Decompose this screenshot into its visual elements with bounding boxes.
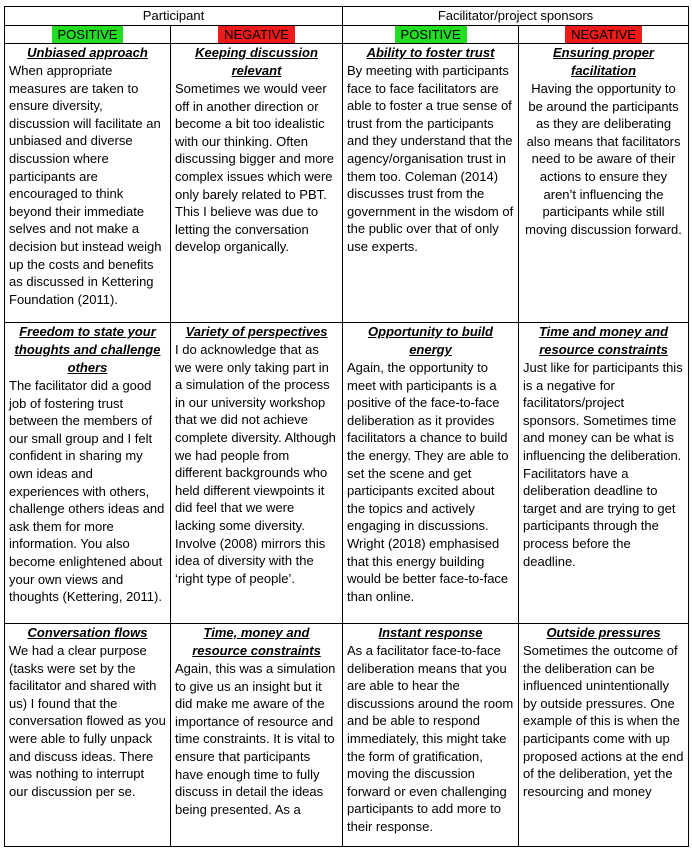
cell-heading: Freedom to state your thoughts and challenge others	[14, 324, 161, 375]
participant-positive-cell	[5, 323, 171, 624]
cell-text: Having the opportunity to be around the participants as they are deliberating also means that facilitators need to be aware of their actions to ensure they aren’t influencing the participants while still moving discussion forward.	[525, 81, 682, 237]
cell-text: As a facilitator face-to-face deliberation means that you are able to hear the discussions around the room and be able to respond immediately, this might take the form of gratification, moving the discussion forward or even challenging participants to add more to their response.	[347, 643, 514, 834]
cell-text: When appropriate measures are taken to ensure diversity, discussion will facilitate an unbiased and diverse discussion where participants are encouraged to think beyond their immediate selves and not make a decision but instead weigh up the costs and benefits as discussed in Kettering Foundation (2011).	[9, 63, 162, 307]
participant-header: Participant	[5, 7, 343, 26]
facilitator-negative-cell	[519, 44, 689, 323]
cell-heading: Keeping discussion relevant	[195, 45, 318, 78]
cell-heading: Ensuring proper facilitation	[552, 45, 655, 78]
table-row	[5, 323, 689, 624]
table-row	[5, 624, 689, 847]
facilitator-positive-cell	[343, 624, 519, 847]
cell-heading: Time and money and resource constraints	[538, 324, 669, 357]
participant-positive-header	[5, 26, 171, 44]
cell-heading: Unbiased approach	[27, 45, 148, 60]
table-row	[5, 44, 689, 323]
facilitator-negative-header	[519, 26, 689, 44]
participant-negative-cell	[171, 624, 343, 847]
facilitator-negative-cell	[519, 323, 689, 624]
cell-heading: Ability to foster trust	[366, 45, 495, 60]
cell-heading: Outside pressures	[546, 625, 661, 640]
cell-text: By meeting with participants face to face facilitators are able to foster a true sense of trust from the participants and they understand that the agency/organisation trust in them too. Coleman (2014) discusses trust from the government in the wisdom of the public over that of only use experts.	[347, 63, 514, 254]
cell-text: I do acknowledge that as we were only taking part in a simulation of the process in our university workshop that we did not achieve complete diversity. Although we had people from different backgrounds who held different viewpoints it did feel that we were lacking some diversity. Involve (2008) mirrors this idea of diversity with the ‘right type of people’.	[175, 342, 336, 586]
sentiment-header-row	[5, 26, 689, 44]
participant-negative-cell	[171, 44, 343, 323]
cell-heading: Time, money and resource constraints	[192, 625, 321, 658]
cell-text: Just like for participants this is a negative for facilitators/project sponsors. Sometimes time and money can be what is influencing the deliberation. Facilitators have a deliberation deadline to target and are trying to get participants through the process before the deadline.	[523, 360, 683, 569]
cell-heading: Conversation flows	[27, 625, 148, 640]
cell-text: Sometimes the outcome of the deliberation can be influenced unintentionally by outside pressures. One example of this is when the participants come with up proposed actions at the end of the deliberation, yet the resourcing and money	[523, 643, 684, 799]
cell-text: The facilitator did a good job of fostering trust between the members of our small group and I felt confident in sharing my own ideas and experiences with others, challenge others ideas and ask them for more information. You also become enlightened about your own views and thoughts (Kettering, 2011).	[9, 378, 165, 605]
participant-positive-cell	[5, 624, 171, 847]
comparison-table	[4, 6, 689, 847]
negative-label: NEGATIVE	[565, 26, 642, 43]
facilitator-positive-cell	[343, 323, 519, 624]
facilitator-negative-cell	[519, 624, 689, 847]
participant-positive-cell	[5, 44, 171, 323]
cell-text: Sometimes we would veer off in another direction or become a bit too idealistic with our thinking. Often discussing bigger and more complex issues which were only barely related to PBT. This I believe was due to letting the conversation develop organically.	[175, 81, 334, 255]
cell-heading: Instant response	[378, 625, 483, 640]
negative-label: NEGATIVE	[218, 26, 295, 43]
cell-text: We had a clear purpose (tasks were set by the facilitator and shared with us) I found that the conversation flowed as you were able to fully unpack and discuss ideas. There was nothing to interrupt our discussion per se.	[9, 643, 166, 799]
cell-text: Again, this was a simulation to give us an insight but it did make me aware of the importance of resource and time constraints. It is vital to ensure that participants have enough time to fully discuss in detail the ideas being presented. As a	[175, 661, 336, 817]
participant-negative-header	[171, 26, 343, 44]
positive-label: POSITIVE	[52, 26, 124, 43]
participant-negative-cell	[171, 323, 343, 624]
facilitator-header: Facilitator/project sponsors	[343, 7, 689, 26]
positive-label: POSITIVE	[395, 26, 467, 43]
facilitator-positive-header	[343, 26, 519, 44]
facilitator-positive-cell	[343, 44, 519, 323]
group-header-row	[5, 7, 689, 26]
cell-text: Again, the opportunity to meet with participants is a positive of the face-to-face deliberation as it provides facilitators a chance to build the energy. They are able to set the scene and get participants excited about the topics and actively engaging in discussions. Wright (2018) emphasised that this energy building would be better face-to-face than online.	[347, 360, 509, 604]
cell-heading: Variety of perspectives	[185, 324, 328, 339]
cell-heading: Opportunity to build energy	[368, 324, 493, 357]
